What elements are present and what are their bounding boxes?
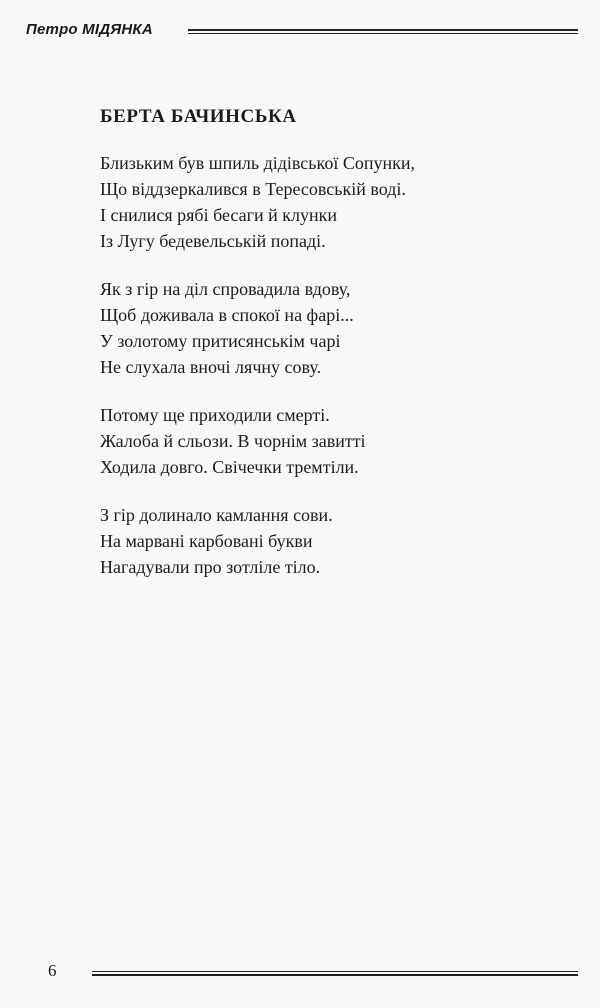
poem-line: Щоб доживала в спокої на фарі...	[100, 305, 354, 325]
stanza-3	[100, 402, 570, 480]
running-header	[26, 20, 578, 44]
poem-line: Нагадували про зотліле тіло.	[100, 557, 321, 577]
poem-line: І снилися рябі бесаги й клунки	[100, 205, 338, 225]
poem-line: Із Лугу бедевельській попаді.	[100, 231, 326, 251]
poem-line: У золотому притисянськім чарі	[100, 331, 341, 351]
poem-line: Як з гір на діл спровадила вдову,	[100, 279, 351, 299]
poem-line: Жалоба й сльози. В чорнім завитті	[100, 431, 366, 451]
footer-rule-thick	[92, 974, 578, 976]
stanza-4	[100, 502, 570, 580]
running-header-author: Петро МІДЯНКА	[26, 21, 153, 38]
footer-rule-thin	[92, 971, 578, 972]
poem-line: На марвані карбовані букви	[100, 531, 313, 551]
poem	[100, 104, 570, 602]
stanza-1	[100, 150, 570, 254]
stanza-2	[100, 276, 570, 380]
header-rule-thick	[188, 29, 578, 31]
header-double-rule	[188, 29, 578, 35]
poem-line: З гір долинало камлання сови.	[100, 505, 333, 525]
page-footer	[48, 960, 578, 984]
poem-line: Ходила довго. Свічечки тремтіли.	[100, 457, 359, 477]
footer-double-rule	[92, 971, 578, 977]
poem-line: Потому ще приходили смерті.	[100, 405, 330, 425]
poem-line: Не слухала вночі лячну сову.	[100, 357, 322, 377]
poem-title: БЕРТА БАЧИНСЬКА	[100, 106, 297, 127]
poem-line: Що віддзеркалився в Тересовській воді.	[100, 179, 406, 199]
poem-line: Близьким був шпиль дідівської Сопунки,	[100, 153, 415, 173]
header-rule-thin	[188, 33, 578, 34]
page-number: 6	[48, 961, 57, 980]
